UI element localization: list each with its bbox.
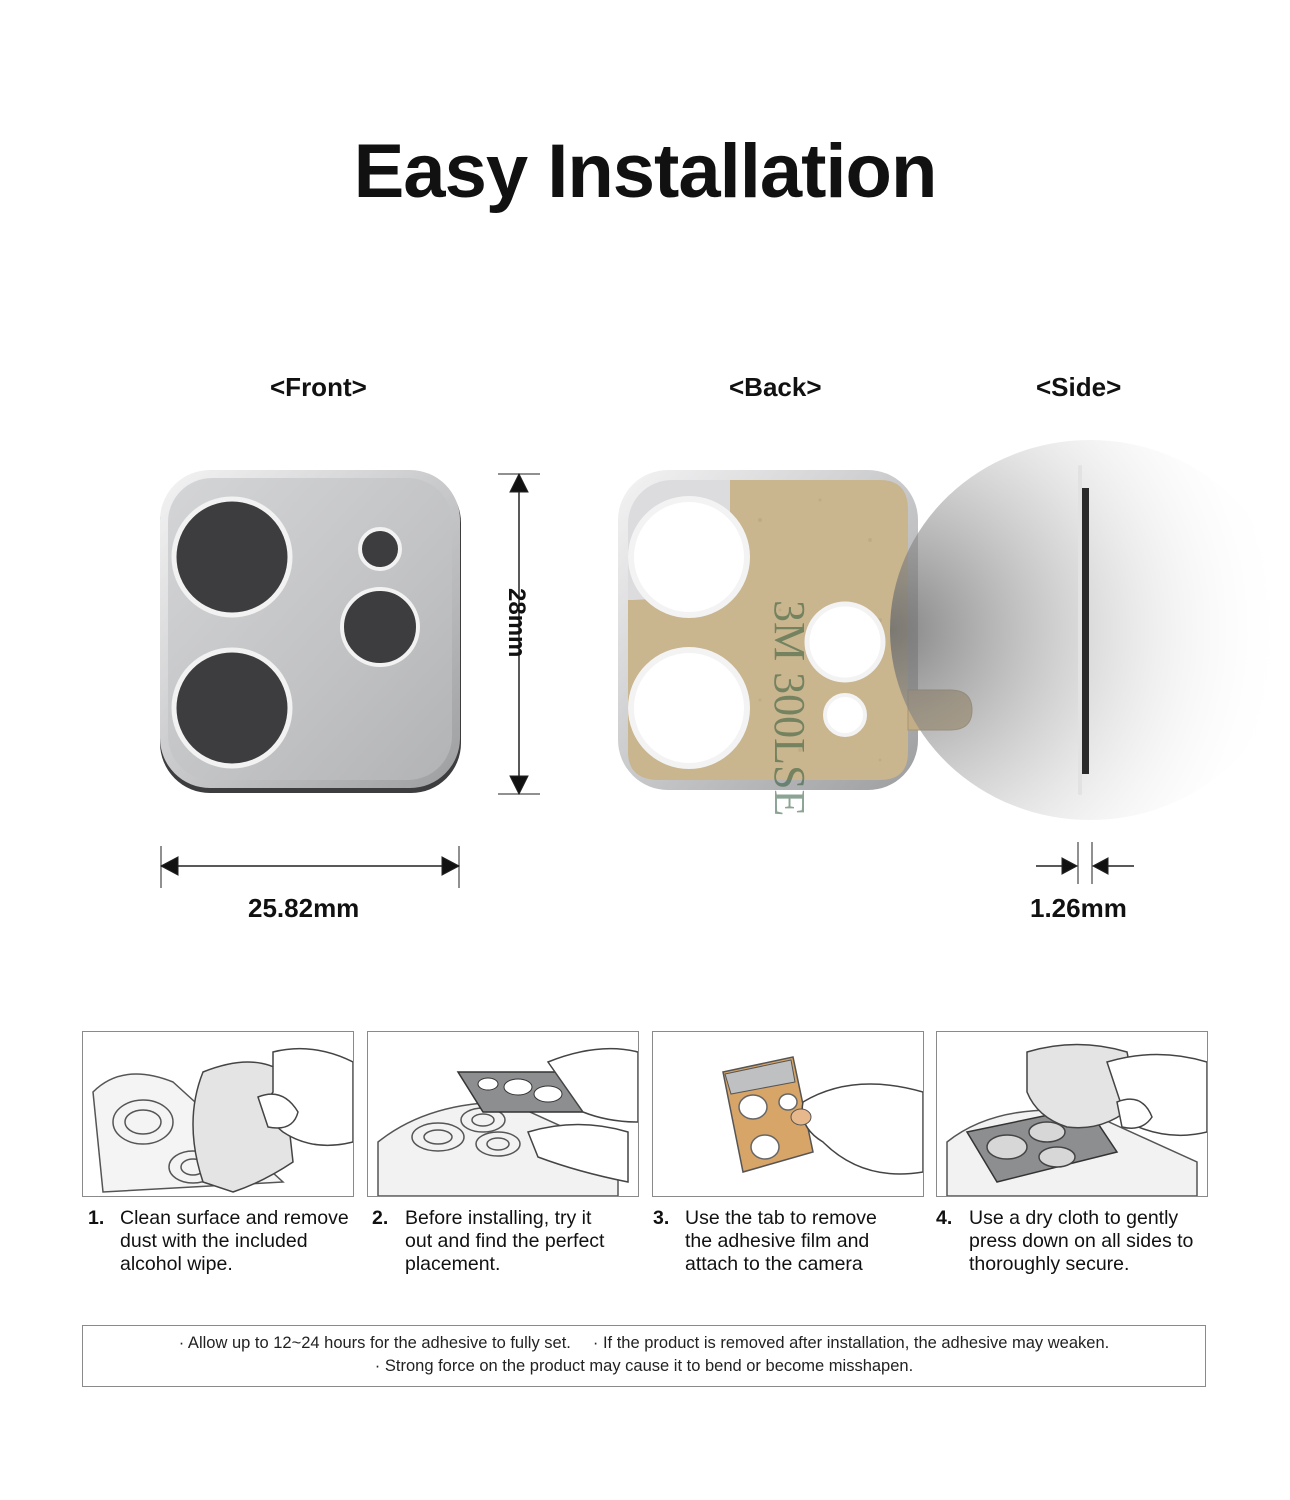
side-view-label: <Side>	[1036, 372, 1122, 402]
thickness-dimension-line	[1036, 842, 1134, 884]
front-view-label: <Front>	[270, 372, 367, 402]
thickness-dimension-label: 1.26mm	[1030, 893, 1127, 923]
step-1-illustration	[82, 1031, 354, 1197]
page-title: Easy Installation	[353, 129, 937, 214]
step-2-number: 2.	[372, 1207, 389, 1229]
step-2-illustration	[367, 1031, 639, 1197]
width-dimension-line	[161, 846, 459, 888]
height-dimension-label: 28mm	[503, 588, 530, 658]
side-view-cover	[890, 440, 1290, 820]
step-1-text: Clean surface and remove dust with the included alcohol wipe.	[120, 1207, 349, 1275]
step-2-text: Before installing, try it out and find the perfect placement.	[405, 1207, 605, 1275]
step-4-text: Use a dry cloth to gently press down on all sides to thoroughly secure.	[969, 1207, 1194, 1275]
back-view-label: <Back>	[729, 372, 822, 402]
step-3-text: Use the tab to remove the adhesive film and attach to the camera	[685, 1207, 877, 1275]
adhesive-brand-print: 3M 300LSE	[765, 600, 814, 817]
notes-box	[82, 1325, 1206, 1387]
front-view-cover	[160, 470, 461, 793]
note-force-warning: · Strong force on the product may cause it to bend or become misshapen.	[374, 1357, 914, 1375]
step-4-illustration	[936, 1031, 1208, 1197]
step-3-illustration	[652, 1031, 924, 1197]
width-dimension-label: 25.82mm	[248, 893, 360, 923]
step-1-number: 1.	[88, 1207, 105, 1229]
step-4-number: 4.	[936, 1207, 953, 1229]
note-adhesive-time: · Allow up to 12~24 hours for the adhesive to fully set.	[178, 1334, 571, 1352]
step-3-number: 3.	[653, 1207, 670, 1229]
note-removal-warning: · If the product is removed after installation, the adhesive may weaken.	[592, 1334, 1110, 1352]
